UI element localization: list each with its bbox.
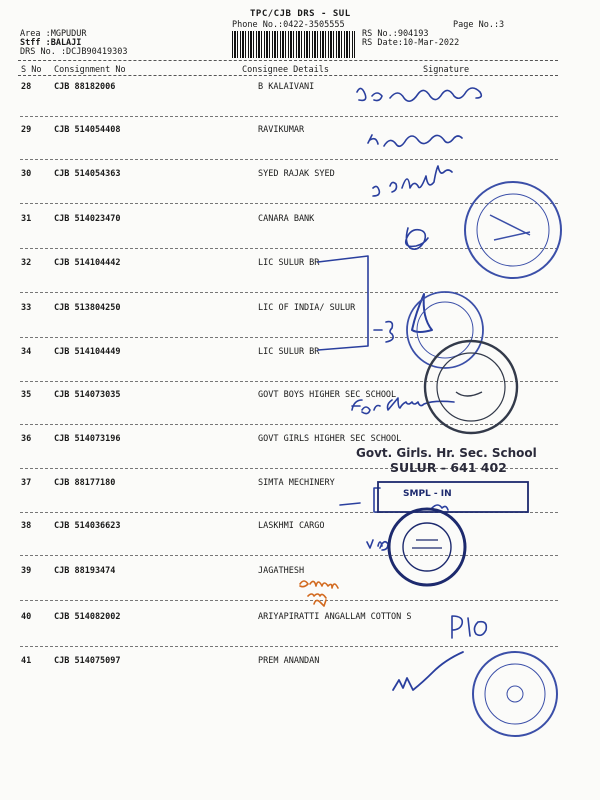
row-consignee: B KALAIVANI	[258, 82, 315, 92]
row-sno: 30	[21, 169, 32, 179]
bracket-mark	[374, 488, 380, 512]
row-divider	[20, 555, 558, 556]
signature-row-38	[367, 540, 388, 550]
row-divider	[20, 159, 558, 160]
school-stamp-line2: SULUR - 641 402	[390, 460, 507, 475]
row-consignment: CJB 514082002	[54, 612, 121, 622]
row-consignee: RAVIKUMAR	[258, 125, 305, 135]
row-consignee: SYED RAJAK SYED	[258, 169, 335, 179]
page-number: Page No.:3	[453, 20, 505, 30]
row-divider	[20, 600, 558, 601]
row-consignee: LIC SULUR BR	[258, 347, 320, 357]
row-consignee: LASKHMI CARGO	[258, 521, 325, 531]
signature-row-39	[300, 581, 338, 606]
rs-number: RS No.:904193	[362, 29, 429, 39]
row-divider	[20, 116, 558, 117]
row-consignee: JAGATHESH	[258, 566, 305, 576]
area-label: Area :MGPUDUR	[20, 29, 87, 39]
row-consignment: CJB 514036623	[54, 521, 121, 531]
row-consignment: CJB 514104449	[54, 347, 121, 357]
row-consignee: SIMTA MECHINERY	[258, 478, 335, 488]
row-consignee: GOVT GIRLS HIGHER SEC SCHOOL	[258, 434, 402, 444]
row-divider	[20, 424, 558, 425]
row-consignee: LIC OF INDIA/ SULUR	[258, 303, 356, 313]
dash-mark	[340, 503, 360, 505]
row-consignment: CJB 513804250	[54, 303, 121, 313]
row-consignee: PREM ANANDAN	[258, 656, 320, 666]
row-consignee: LIC SULUR BR	[258, 258, 320, 268]
row-38	[0, 521, 600, 533]
row-41	[0, 656, 600, 668]
column-header-signature: Signature	[423, 65, 470, 75]
row-36	[0, 434, 600, 446]
row-divider	[20, 337, 558, 338]
drs-number: DRS No. :DCJB90419303	[20, 47, 128, 57]
row-consignment: CJB 88177180	[54, 478, 116, 488]
row-divider	[20, 203, 558, 204]
signature-row-31	[406, 228, 428, 249]
row-consignee: CANARA BANK	[258, 214, 315, 224]
phone-number: Phone No.:0422-3505555	[232, 20, 345, 30]
row-sno: 34	[21, 347, 32, 357]
header-rule-bottom	[18, 75, 558, 76]
column-header-consignee: Consignee Details	[242, 65, 329, 75]
row-divider	[20, 381, 558, 382]
row-sno: 31	[21, 214, 32, 224]
row-35	[0, 390, 600, 402]
row-sno: 28	[21, 82, 32, 92]
row-sno: 29	[21, 125, 32, 135]
row-sno: 37	[21, 478, 32, 488]
staff-label: Stff :BALAJI	[20, 38, 82, 48]
row-sno: 40	[21, 612, 32, 622]
row-consignment: CJB 514075097	[54, 656, 121, 666]
row-33	[0, 303, 600, 315]
smpl-stamp-text: SMPL - IN	[403, 489, 452, 499]
row-28	[0, 82, 600, 94]
row-39	[0, 566, 600, 578]
header-rule-top	[18, 60, 558, 61]
row-divider	[20, 512, 558, 513]
row-31	[0, 214, 600, 226]
row-30	[0, 169, 600, 181]
row-sno: 35	[21, 390, 32, 400]
row-34	[0, 347, 600, 359]
row-consignee: ARIYAPIRATTI ANGALLAM COTTON S	[258, 612, 412, 622]
row-consignment: CJB 514104442	[54, 258, 121, 268]
row-sno: 36	[21, 434, 32, 444]
rs-date: RS Date:10-Mar-2022	[362, 38, 460, 48]
minus-three-mark	[374, 322, 393, 342]
barcode-icon	[232, 31, 355, 58]
row-consignment: CJB 514073196	[54, 434, 121, 444]
row-divider	[20, 248, 558, 249]
row-sno: 38	[21, 521, 32, 531]
row-sno: 39	[21, 566, 32, 576]
document-title: TPC/CJB DRS - SUL	[250, 9, 351, 19]
column-header-consignment: Consignment No	[54, 65, 126, 75]
row-40	[0, 612, 600, 624]
row-consignee: GOVT BOYS HIGHER SEC SCHOOL	[258, 390, 397, 400]
row-consignment: CJB 88193474	[54, 566, 116, 576]
row-consignment: CJB 514054408	[54, 125, 121, 135]
row-29	[0, 125, 600, 137]
school-stamp-line1: Govt. Girls. Hr. Sec. School	[356, 446, 537, 460]
signature-row-37	[432, 505, 448, 510]
row-sno: 33	[21, 303, 32, 313]
row-consignment: CJB 88182006	[54, 82, 116, 92]
row-sno: 41	[21, 656, 32, 666]
row-divider	[20, 646, 558, 647]
row-32	[0, 258, 600, 270]
row-sno: 32	[21, 258, 32, 268]
row-consignment: CJB 514073035	[54, 390, 121, 400]
row-consignment: CJB 514054363	[54, 169, 121, 179]
row-divider	[20, 292, 558, 293]
row-37	[0, 478, 600, 490]
column-header-sno: S No	[21, 65, 42, 75]
row-consignment: CJB 514023470	[54, 214, 121, 224]
